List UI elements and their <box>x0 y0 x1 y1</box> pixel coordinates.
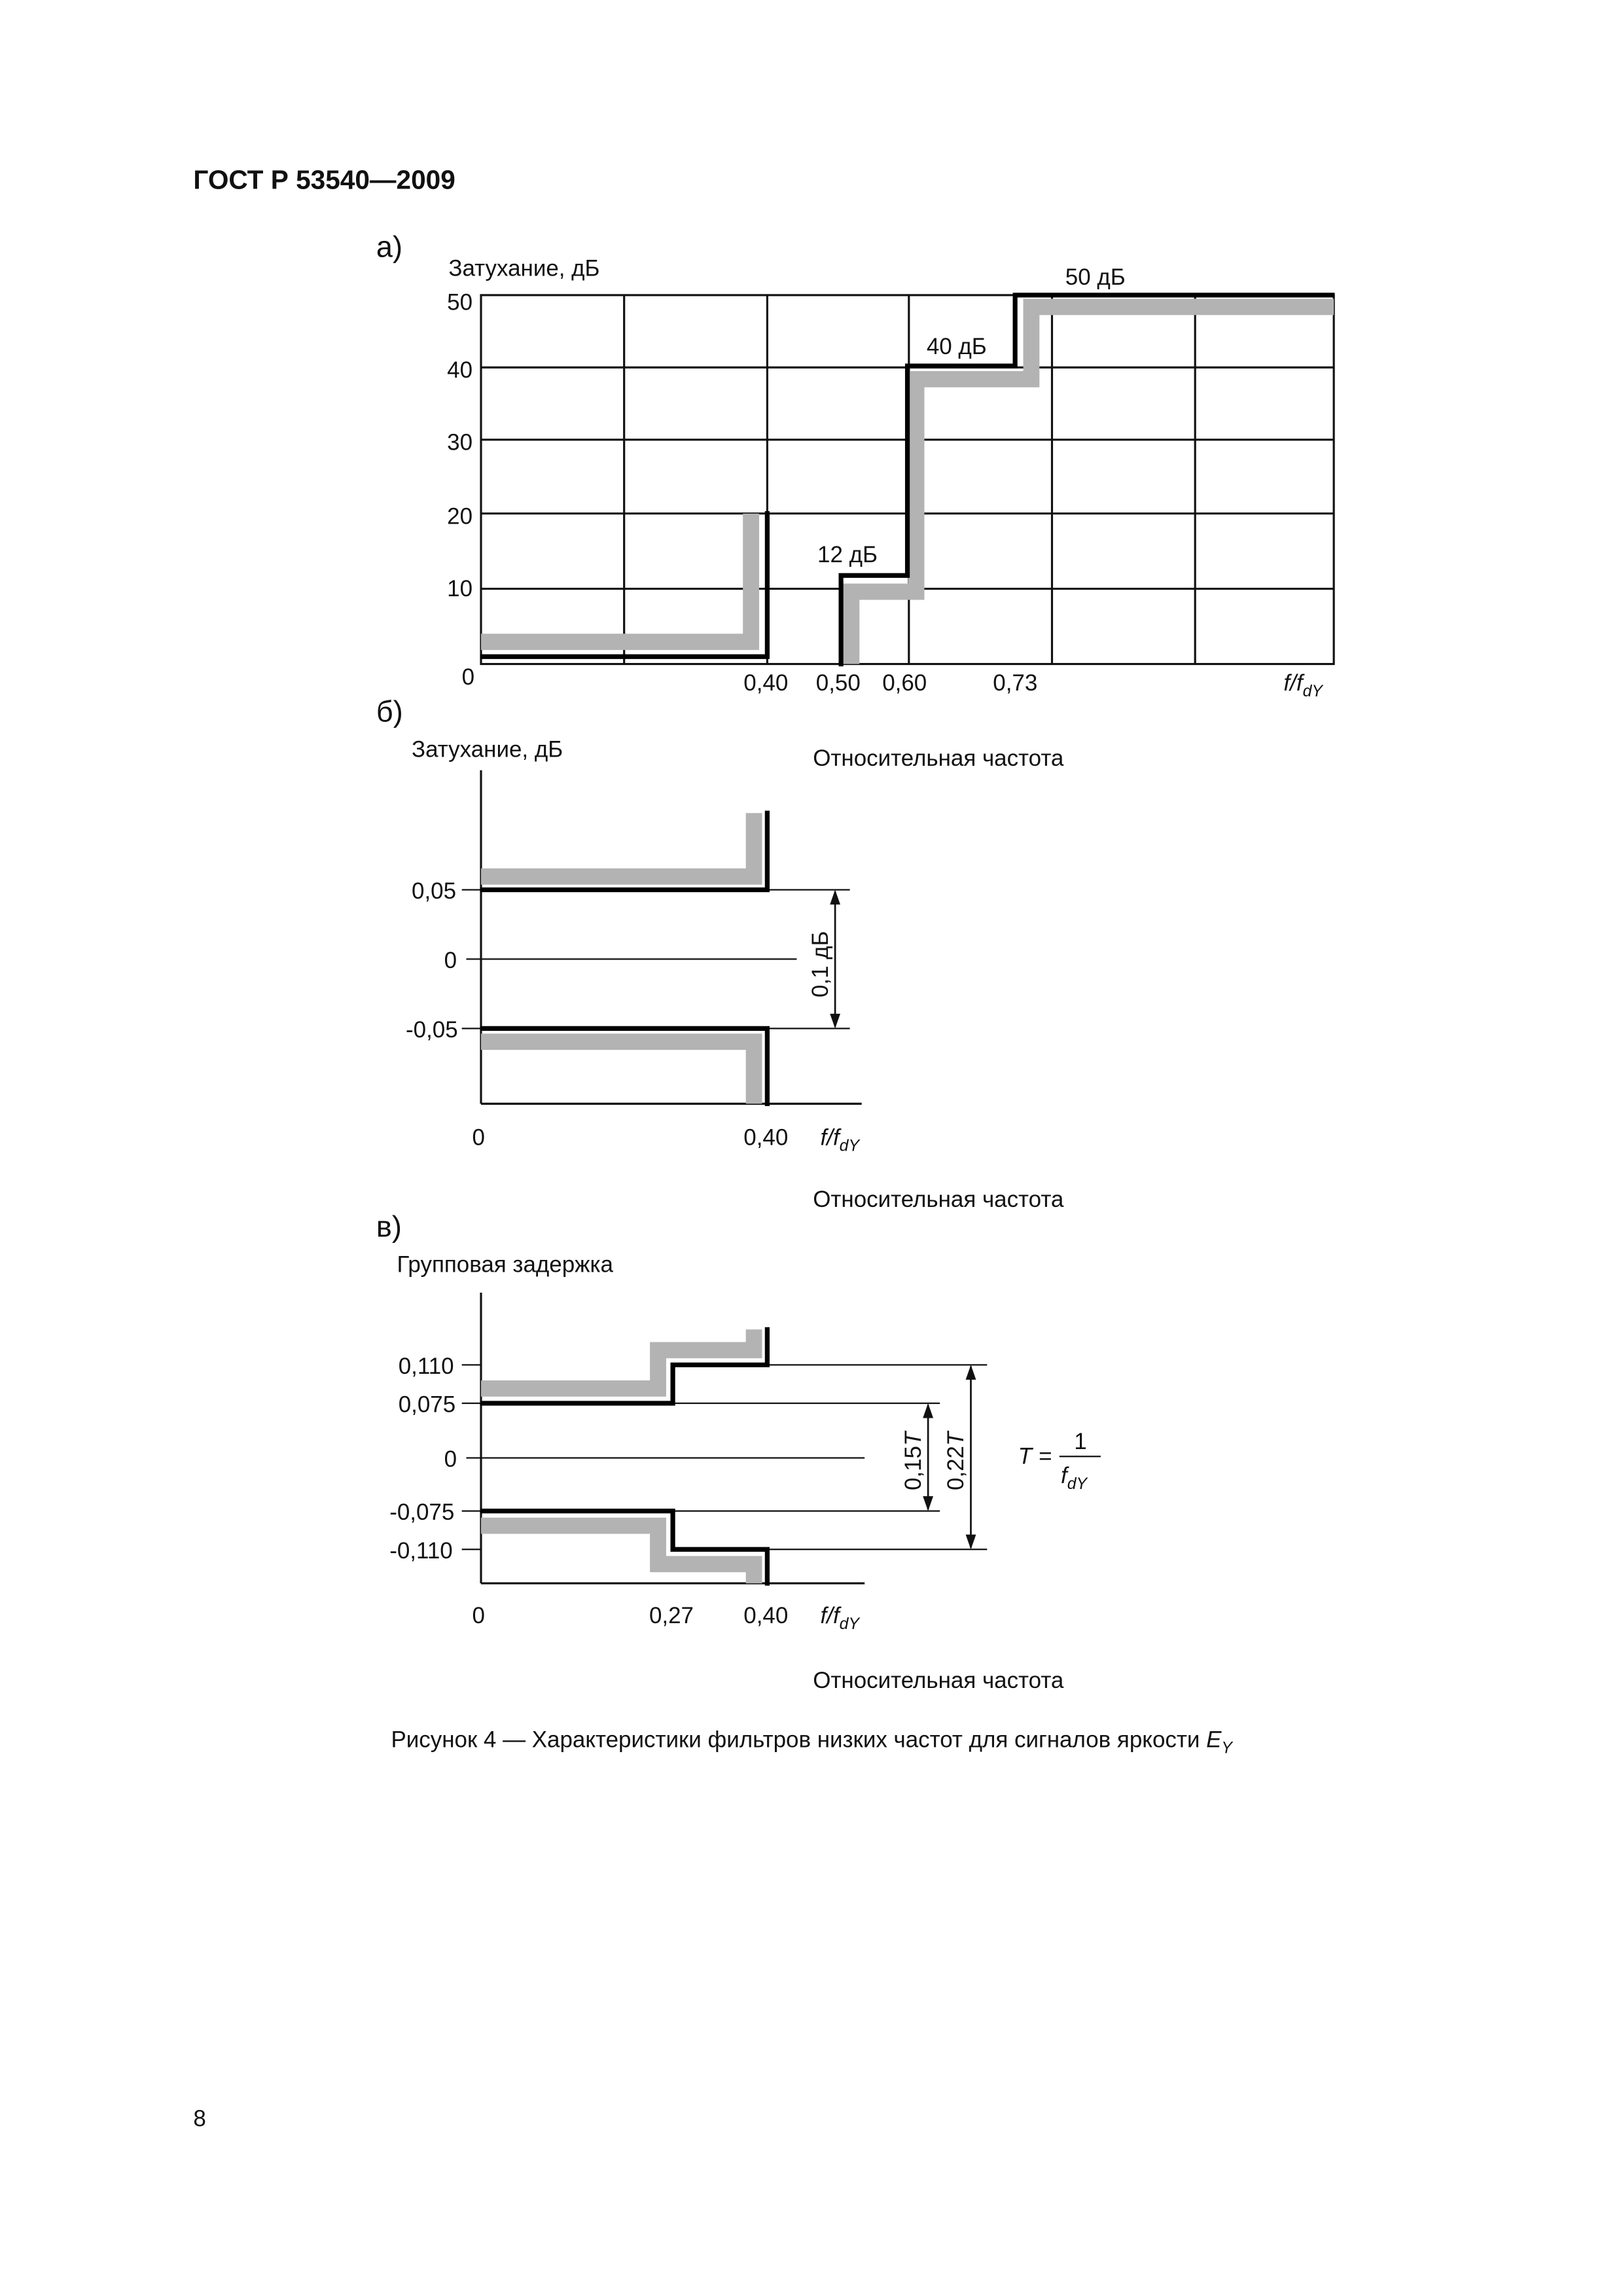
panel-b-ytick: -0,05 <box>406 1016 458 1043</box>
panel-c-xlabel: Относительная частота <box>813 1668 1064 1694</box>
panel-c-label: в) <box>376 1210 402 1244</box>
panel-c-xtick: 0,40 <box>743 1602 789 1628</box>
figure-panel-a <box>376 230 1334 700</box>
panel-a-xtick: 0,60 <box>882 670 927 696</box>
panel-c-xtick: 0,27 <box>649 1602 694 1628</box>
panel-b-xtick-origin: 0 <box>472 1124 485 1151</box>
formula-denominator: $f_{dY}$ <box>1061 1462 1088 1493</box>
panel-a-annotation-50db: 50 дБ <box>1065 264 1126 291</box>
panel-c-xtick-origin: 0 <box>472 1602 485 1628</box>
panel-b-xaxis-symbol: $f/f_{dY}$ <box>820 1124 859 1155</box>
panel-b-ytick: 0 <box>444 947 457 973</box>
panel-c-formula <box>1018 1429 1101 1493</box>
panel-b-ylabel: Затухание, дБ <box>412 736 563 762</box>
panel-b-xtick: 0,40 <box>743 1124 789 1151</box>
panel-a-ytick: 20 <box>447 503 473 529</box>
panel-b-ytick: 0,05 <box>412 878 457 904</box>
panel-a-ytick: 10 <box>447 575 473 601</box>
panel-a-ylabel: Затухание, дБ <box>448 255 600 281</box>
panel-b-dimension-label: 0,1 дБ <box>807 931 833 998</box>
panel-a-label: а) <box>376 230 403 264</box>
panel-c-ytick: 0,075 <box>398 1391 456 1418</box>
formula-numerator: 1 <box>1074 1428 1087 1454</box>
panel-b-xlabel: Относительная частота <box>813 1187 1064 1213</box>
panel-a-annotation-40db: 40 дБ <box>926 334 987 360</box>
figure-caption: Рисунок 4 — Характеристики фильтров низких частот для сигналов яркости $E_Y$ <box>391 1727 1232 1757</box>
panel-a-annotation-12db: 12 дБ <box>817 541 878 567</box>
panel-a-xtick: 0,73 <box>993 670 1038 696</box>
panel-c-characteristic-line <box>482 1329 767 1583</box>
panel-c-ylabel: Групповая задержка <box>397 1251 614 1278</box>
panel-c-ytick: -0,075 <box>389 1499 455 1526</box>
figure-panel-c <box>376 1210 1101 1693</box>
panel-a-xtick: 0,50 <box>815 670 861 696</box>
panel-c-ytick: -0,110 <box>389 1537 453 1564</box>
panel-a-ytick: 40 <box>447 357 473 384</box>
panel-c-dimension-outer-label: 0,22T <box>943 1431 969 1491</box>
panel-a-xlabel: Относительная частота <box>813 745 1064 772</box>
panel-a-ytick: 30 <box>447 429 473 456</box>
panel-b-label: б) <box>376 694 403 728</box>
panel-c-ytick: 0,110 <box>398 1353 454 1379</box>
panel-c-tolerance-band <box>481 1329 754 1583</box>
panel-a-ytick: 50 <box>447 289 473 315</box>
figure-panel-b <box>376 694 1064 1212</box>
panel-a-characteristic-line <box>482 295 1332 664</box>
document-header: ГОСТ Р 53540—2009 <box>193 164 455 195</box>
panel-c-xaxis-symbol: $f/f_{dY}$ <box>820 1602 859 1633</box>
panel-a-ytick: 0 <box>461 664 475 691</box>
panel-c-ytick: 0 <box>444 1446 457 1472</box>
formula-lhs: T = <box>1018 1443 1052 1469</box>
panel-a-xaxis-symbol: $f/f_{dY}$ <box>1283 670 1323 701</box>
panel-a-xtick: 0,40 <box>743 670 789 696</box>
page-number: 8 <box>193 2106 206 2132</box>
panel-c-dimension-inner-label: 0,15T <box>900 1431 926 1491</box>
